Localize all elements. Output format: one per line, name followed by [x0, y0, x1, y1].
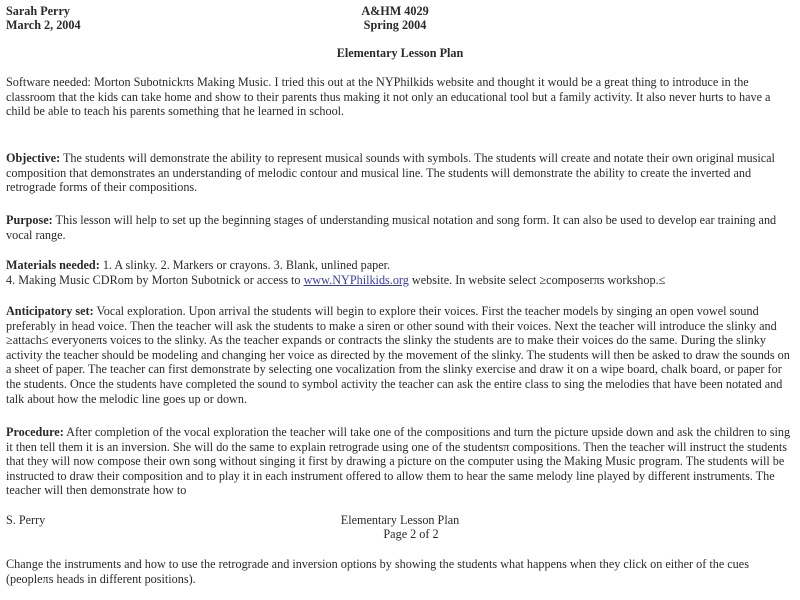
objective-text: The students will demonstrate the ability to represent musical sounds with symbols. The students will create and notate their own original musical composition that demonstrates an understanding of melodic contour and musical line. The students will demonstrate the ability to create the inverted and retrograde forms of their compositions.: [6, 151, 775, 195]
procedure-text: After completion of the vocal exploration the teacher will take one of the compositions and turn the picture upside down and ask the children to sing it then tell them it is an inversion. She will do the same to explain retrograde using one of the studentsπ compositions. Then the teacher will instruct the students that they will now compose their own song without singing it first by drawing a picture on the computer using the Making Music program. The students will be instructed to draw their composition and to play it in each instrument offered to allow them to hear the same melody line played by different instruments. The teacher will then demonstrate how to: [6, 425, 791, 498]
author-name: Sarah Perry: [6, 4, 70, 18]
anticipatory-text: Vocal exploration. Upon arrival the students will begin to explore their voices. First the teacher models by singing an open vowel sound preferably in head voice. Then the teacher will ask the students to make a siren or other sound with their voices. Next the teacher will introduce the slinky and ≥attach≤ everyoneπs voices to the slinky. As the teacher expands or contracts the slinky the students are to make their voices do the same. During the slinky activity the teacher should be modeling and changing her voice as directed by the movement of the slinky. The students will then be asked to draw the sounds on a sheet of paper. The teacher can first demonstrate by selecting one vocalization from the slinky exercise and draw it on a wipe board, chalk board, or paper for the students. Once the students have completed the sound to symbol activity the teacher can ask the entire class to sing the melodies that have been notated and talk about how the melodic line goes up or down.: [6, 304, 790, 406]
continuation-paragraph: [6, 557, 796, 586]
materials-line1: 1. A slinky. 2. Markers or crayons. 3. Blank, unlined paper.: [99, 258, 391, 272]
materials-section: [6, 258, 796, 287]
course-term: Spring 2004: [363, 18, 427, 32]
page-number: Page 2 of 2: [383, 527, 439, 541]
anticipatory-label: Anticipatory set:: [6, 304, 94, 318]
page-title: Elementary Lesson Plan: [336, 46, 464, 60]
materials-line2: 4. Making Music CDRom by Morton Subotnick or access to: [6, 272, 304, 287]
anticipatory-section: [6, 304, 796, 406]
procedure-label: Procedure:: [6, 425, 64, 439]
intro-paragraph: [6, 75, 796, 119]
intro-text: Software needed: Morton Subotnickπs Making Music. I tried this out at the NYPhilkids website and thought it would be a great thing to introduce in the classroom that the kids can take home and show to their parents thus making it not only an educational tool but a family activity. It also never hurts to have a child be able to teach his parents something that he learned in school.: [6, 75, 771, 119]
continuation-text: Change the instruments and how to use the retrograde and inversion options by showing the students what happens when they click on either of the cues (peopleπs heads in different positions).: [6, 557, 749, 586]
objective-section: [6, 151, 796, 195]
nyphilkids-link[interactable]: www.NYPhilkids.org: [303, 272, 409, 287]
materials-line2-end: website. In website select ≥composerπs workshop.≤: [408, 272, 666, 287]
purpose-section: [6, 213, 796, 242]
purpose-label: Purpose:: [6, 213, 53, 227]
document-date: March 2, 2004: [6, 18, 81, 32]
course-code: A&HM 4029: [361, 4, 429, 18]
purpose-text: This lesson will help to set up the beginning stages of understanding musical notation and song form. It can also be used to develop ear training and vocal range.: [6, 213, 777, 242]
page2-title: Elementary Lesson Plan: [340, 513, 460, 527]
page2-author: S. Perry: [6, 513, 46, 527]
materials-label: Materials needed:: [6, 258, 100, 272]
objective-label: Objective:: [6, 151, 61, 165]
procedure-section: [6, 425, 796, 498]
